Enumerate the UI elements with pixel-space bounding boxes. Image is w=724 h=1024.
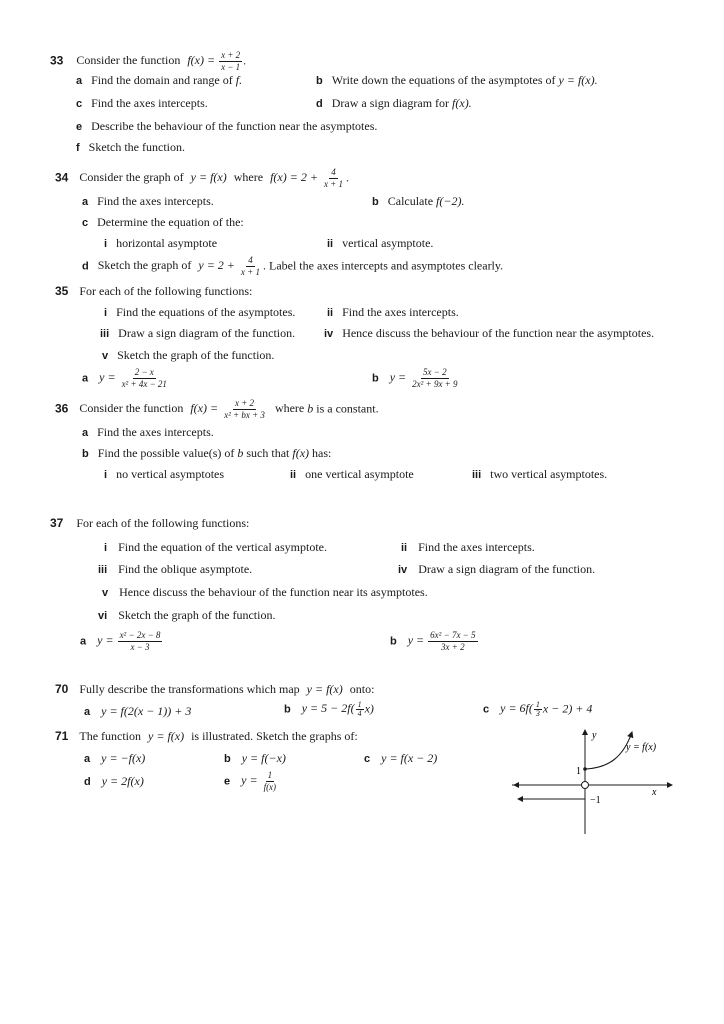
q70-c xyxy=(483,701,592,718)
q37-b-num: 6x² − 7x − 5 xyxy=(430,630,476,640)
q34-stem-where: where xyxy=(233,170,264,185)
q34-number: 34 xyxy=(55,170,69,185)
q37-a xyxy=(80,630,163,653)
q34-stem-math: y = f(x) xyxy=(190,170,227,185)
q37-b xyxy=(390,630,479,653)
q71-e-label: e xyxy=(224,775,231,788)
q35-a-den: x² + 4x − 21 xyxy=(121,379,167,389)
q36-stem: Consider the function xyxy=(79,401,184,416)
q36-b-math: f(x) xyxy=(292,446,310,460)
q35-a xyxy=(82,367,170,390)
q35-a-fraction xyxy=(120,367,169,390)
q33-b-math: y = f(x). xyxy=(558,73,598,87)
q35-a-num: 2 − x xyxy=(134,367,154,377)
q36-b-text2: such that xyxy=(246,446,290,460)
q35-iii-label: iii xyxy=(100,328,110,340)
q71-b-label: b xyxy=(224,753,231,765)
q70-b-label: b xyxy=(284,703,291,716)
q70-number: 70 xyxy=(55,682,69,696)
q37-a-den: x − 3 xyxy=(130,642,150,652)
q36-f-lhs: f(x) = xyxy=(190,401,219,416)
q34-a xyxy=(82,194,214,209)
q34-a-text: Find the axes intercepts. xyxy=(97,194,214,208)
q37-ii-text: Find the axes intercepts. xyxy=(418,540,535,554)
q34-d-fraction xyxy=(239,255,262,278)
q36-stem-const: is a constant. xyxy=(316,401,379,416)
q37-b-fraction xyxy=(428,630,477,653)
q71-a-math: y = −f(x) xyxy=(101,751,146,765)
q35-stem: For each of the following functions: xyxy=(79,284,253,298)
q33-d-label: d xyxy=(316,98,323,110)
q71-stem-math: y = f(x) xyxy=(148,729,185,743)
q70-stem-onto: onto: xyxy=(349,682,375,696)
q34-frac-den: x + 1 xyxy=(323,179,344,189)
q35-ii-text: Find the axes intercepts. xyxy=(342,305,459,319)
q35-i-label: i xyxy=(104,307,108,319)
q37-iv-label: iv xyxy=(398,564,408,576)
q34-a-label: a xyxy=(82,196,89,208)
q33-fraction xyxy=(219,50,242,73)
q71-c-label: c xyxy=(364,753,371,765)
q34-b xyxy=(372,194,464,209)
q36-b xyxy=(82,446,331,461)
q33-e xyxy=(76,119,377,134)
q34-fraction xyxy=(322,167,345,190)
q33-frac-num: x + 2 xyxy=(221,50,241,60)
q35-a-lhs: y = xyxy=(99,370,116,385)
q37-number: 37 xyxy=(50,516,64,530)
q71-graph xyxy=(500,724,680,844)
q33-f xyxy=(76,140,185,155)
q70-b-fraction xyxy=(356,701,364,718)
q71-d-label: d xyxy=(84,776,91,788)
q71-e-fraction xyxy=(262,770,279,793)
q33-c-text: Find the axes intercepts. xyxy=(91,96,208,110)
q70-b-math: y = 5 − 2f( xyxy=(301,701,355,716)
q35-b-label: b xyxy=(372,372,379,385)
q36-stem-where: where xyxy=(274,401,305,416)
q33-line: 33 Consider the function f(x) = $\frac{x + 2}{x - 1}$ . xyxy=(50,50,247,72)
q33-frac-den: x − 1 xyxy=(221,62,241,72)
q33-f-text: Sketch the function. xyxy=(88,140,185,154)
q36-line xyxy=(55,398,379,421)
q37-v-text: Hence discuss the behaviour of the function near its asymptotes. xyxy=(119,585,428,599)
q36-b-i xyxy=(104,467,224,482)
q71-a-label: a xyxy=(84,753,91,765)
q35-a-label: a xyxy=(82,372,89,385)
q33-b-text: Write down the equations of the asymptotes of xyxy=(331,73,556,87)
q34-cii-label: ii xyxy=(327,238,334,250)
q36-b-text: Find the possible value(s) of xyxy=(97,446,235,460)
q33-b xyxy=(316,73,598,88)
q37-b-den: 3x + 2 xyxy=(441,642,465,652)
q70-a xyxy=(84,704,191,719)
q36-iii-text: two vertical asymptotes. xyxy=(490,467,608,481)
q33-b-label: b xyxy=(316,75,323,87)
q36-number: 36 xyxy=(55,401,69,416)
q71-b xyxy=(224,751,286,766)
q35-iii-text: Draw a sign diagram of the function. xyxy=(118,326,296,340)
q34-c-text: Determine the equation of the: xyxy=(97,215,244,229)
q33-f-lhs: f(x) = xyxy=(187,53,216,68)
point-y-intercept xyxy=(583,767,587,771)
q35-number: 35 xyxy=(55,284,69,298)
q36-b-var: b xyxy=(237,446,244,460)
q71-e-den: f(x) xyxy=(263,782,277,792)
q35-b-lhs: y = xyxy=(389,370,407,385)
q71-stem2: is illustrated. Sketch the graphs of: xyxy=(191,729,358,743)
q34-b-text: Calculate xyxy=(387,194,434,208)
q37-vi-text: Sketch the graph of the function. xyxy=(118,608,276,622)
q71-stem: The function xyxy=(79,729,142,743)
q71-d-math: y = 2f(x) xyxy=(101,774,144,788)
q36-a-label: a xyxy=(82,427,89,439)
q36-b-ii xyxy=(290,467,414,482)
q34-frac-num: 4 xyxy=(331,167,336,177)
q33-a-math: f. xyxy=(235,73,243,87)
q34-c-label: c xyxy=(82,217,89,229)
q36-ii-text: one vertical asymptote xyxy=(305,467,414,481)
q36-a-text: Find the axes intercepts. xyxy=(97,425,214,439)
q35-iv-label: iv xyxy=(324,328,334,340)
q37-iii-text: Find the oblique asymptote. xyxy=(118,562,253,576)
origin-open-circle xyxy=(582,782,589,789)
q37-v xyxy=(102,585,428,600)
q33-a-text: Find the domain and range of xyxy=(91,73,233,87)
q70-c-label: c xyxy=(483,703,490,716)
q33-a xyxy=(76,73,242,88)
q36-stem-b: b xyxy=(307,401,314,416)
q70-b-den: 4 xyxy=(357,709,362,718)
q37-iii xyxy=(98,562,252,577)
q33-d xyxy=(316,96,472,111)
q34-f-lhs: f(x) = 2 + xyxy=(270,170,318,185)
q35-i-text: Find the equations of the asymptotes. xyxy=(116,305,296,319)
q34-c-i xyxy=(104,236,217,251)
q36-b-iii xyxy=(472,467,607,482)
q35-line xyxy=(55,284,252,299)
q34-c-ii xyxy=(327,236,433,251)
q36-fraction xyxy=(222,398,267,421)
q34-d-text2: . Label the axes intercepts and asymptotes clearly. xyxy=(262,258,504,273)
q37-stem: For each of the following functions: xyxy=(76,516,250,530)
q37-a-lhs: y = xyxy=(97,633,114,648)
q37-line xyxy=(50,516,249,531)
q71-d xyxy=(84,774,144,789)
q70-c-math: y = 6f( xyxy=(500,701,533,716)
q35-v xyxy=(102,348,274,363)
q35-b-fraction xyxy=(410,367,459,390)
q37-vi xyxy=(98,608,275,623)
q37-b-label: b xyxy=(390,635,397,648)
q71-e-num: 1 xyxy=(267,770,273,780)
q37-a-num: x² − 2x − 8 xyxy=(119,630,161,640)
q33-c-label: c xyxy=(76,98,83,110)
q34-b-label: b xyxy=(372,196,379,208)
q71-c xyxy=(364,751,437,766)
q71-c-math: y = f(x − 2) xyxy=(381,751,438,765)
q34-d xyxy=(82,255,503,278)
graph-curve-label: y = f(x) xyxy=(626,742,657,753)
q37-iv-text: Draw a sign diagram of the function. xyxy=(418,562,596,576)
graph-x-label: x xyxy=(652,787,657,798)
q70-stem-math: y = f(x) xyxy=(306,682,343,696)
q33-e-label: e xyxy=(76,121,83,133)
q35-b-den: 2x² + 9x + 9 xyxy=(412,379,458,389)
q70-c-den: 3 xyxy=(535,709,540,718)
q33-number: 33 xyxy=(50,53,64,68)
q34-d-label: d xyxy=(82,260,89,273)
q37-a-label: a xyxy=(80,635,87,648)
q34-d-text: Sketch the graph of xyxy=(97,258,192,273)
q35-i xyxy=(104,305,295,320)
q37-v-label: v xyxy=(102,587,109,599)
q34-d-math: y = 2 + xyxy=(198,258,235,273)
q36-iii-label: iii xyxy=(472,469,482,481)
q35-v-label: v xyxy=(102,350,109,362)
graph-tick-1: 1 xyxy=(576,766,581,777)
q34-b-math: f(−2). xyxy=(436,194,465,208)
q35-iv-text: Hence discuss the behaviour of the function near the asymptotes. xyxy=(342,326,655,340)
q33-d-math: f(x). xyxy=(452,96,472,110)
q36-frac-num: x + 2 xyxy=(234,398,255,408)
q36-a xyxy=(82,425,214,440)
q34-d-frac-den: x + 1 xyxy=(240,267,260,277)
q35-ii xyxy=(327,305,459,320)
q35-iv xyxy=(324,326,654,341)
q36-frac-den: x² + bx + 3 xyxy=(224,410,265,420)
q35-b-num: 5x − 2 xyxy=(423,367,447,377)
q70-a-label: a xyxy=(84,706,91,718)
q34-ci-label: i xyxy=(104,238,108,250)
q70-c-math2: x − 2) + 4 xyxy=(542,701,593,716)
graph-tick-neg1: −1 xyxy=(590,795,601,806)
q71-b-math: y = f(−x) xyxy=(241,751,286,765)
q37-a-fraction xyxy=(118,630,163,653)
q33-a-label: a xyxy=(76,75,83,87)
q70-b-num: 1 xyxy=(357,700,362,709)
q35-ii-label: ii xyxy=(327,307,334,319)
q70-c-fraction xyxy=(534,701,542,718)
q33-f-label: f xyxy=(76,142,80,154)
q36-b-text3: has: xyxy=(312,446,332,460)
q71-e-lhs: y = xyxy=(241,773,258,788)
q70-b xyxy=(284,701,374,718)
q36-i-label: i xyxy=(104,469,108,481)
q37-b-lhs: y = xyxy=(407,633,425,648)
q70-line xyxy=(55,682,374,697)
q70-c-num: 1 xyxy=(535,700,540,709)
q33-c xyxy=(76,96,208,111)
q35-v-text: Sketch the graph of the function. xyxy=(117,348,275,362)
q35-b xyxy=(372,367,461,390)
q35-iii xyxy=(100,326,295,341)
q33-e-text: Describe the behaviour of the function near the asymptotes. xyxy=(91,119,378,133)
q37-iv xyxy=(398,562,595,577)
q34-d-frac-num: 4 xyxy=(248,255,253,265)
q34-stem: Consider the graph of xyxy=(79,170,184,185)
q71-e xyxy=(224,770,279,793)
q34-ci-text: horizontal asymptote xyxy=(116,236,218,250)
q71-number: 71 xyxy=(55,729,69,743)
q37-i-label: i xyxy=(104,542,108,554)
q36-ii-label: ii xyxy=(290,469,297,481)
q70-stem: Fully describe the transformations which map xyxy=(79,682,300,696)
q37-ii xyxy=(401,540,535,555)
q71-a xyxy=(84,751,145,766)
q34-line: 34 Consider the graph of y = f(x) where f(x) = 2 + $\frac{4}{x + 1}$ . xyxy=(55,167,350,189)
q33-stem: Consider the function xyxy=(76,53,181,68)
q37-iii-label: iii xyxy=(98,564,108,576)
q34-c xyxy=(82,215,244,230)
q70-a-math: y = f(2(x − 1)) + 3 xyxy=(101,704,192,718)
q36-b-label: b xyxy=(82,448,89,460)
q71-line xyxy=(55,729,358,744)
q36-i-text: no vertical asymptotes xyxy=(116,467,225,481)
q70-b-math2: x) xyxy=(364,701,374,716)
q37-i xyxy=(104,540,327,555)
q37-ii-label: ii xyxy=(401,542,408,554)
q37-i-text: Find the equation of the vertical asymptote. xyxy=(118,540,328,554)
graph-y-label: y xyxy=(592,730,597,741)
q34-cii-text: vertical asymptote. xyxy=(342,236,434,250)
q33-d-text: Draw a sign diagram for xyxy=(331,96,450,110)
q37-vi-label: vi xyxy=(98,610,108,622)
